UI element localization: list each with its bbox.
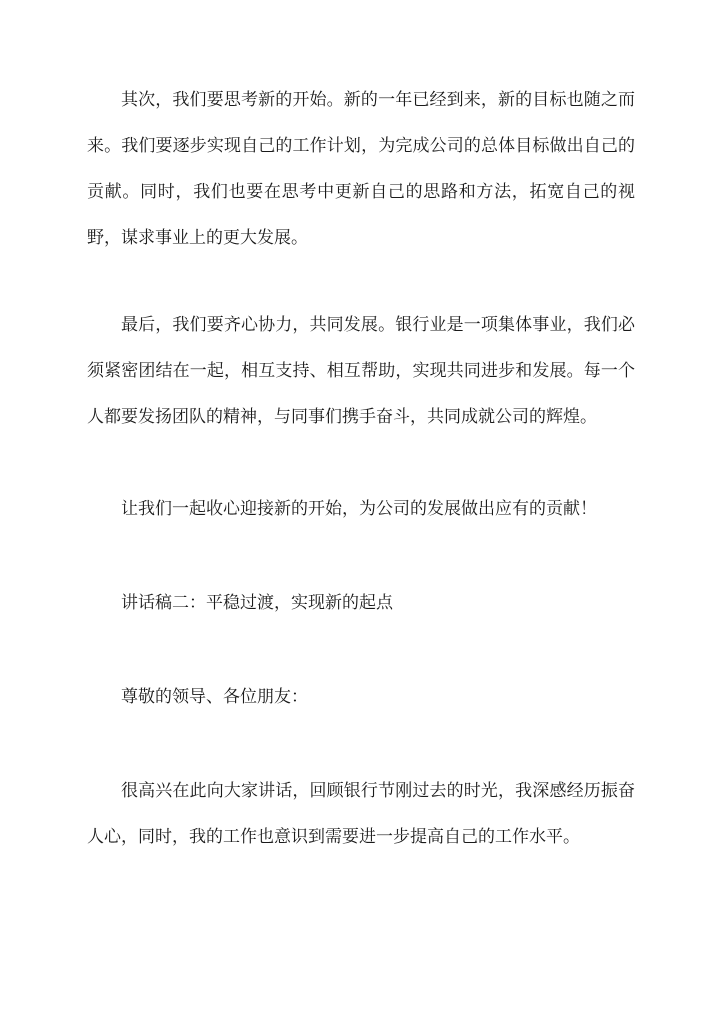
salutation: 尊敬的领导、各位朋友： [121, 687, 308, 707]
paragraph-closing-call: 让我们一起收心迎接新的开始，为公司的发展做出应有的贡献！ [121, 499, 597, 519]
paragraph-next-thinking: 其次，我们要思考新的开始。新的一年已经到来，新的目标也随之而来。我们要逐步实现自己的工作计划，为完成公司的总体目标做出自己的贡献。同时，我们也要在思考中更新自己的思路和方法，拓宽自己的视野，谋求事业上的更大发展。 [87, 90, 635, 248]
paragraph-opening-remarks: 很高兴在此向大家讲话，回顾银行节刚过去的时光，我深感经历振奋人心，同时，我的工作也意识到需要进一步提高自己的工作水平。 [87, 781, 635, 847]
paragraph-finally-unity: 最后，我们要齐心协力，共同发展。银行业是一项集体事业，我们必须紧密团结在一起，相互支持、相互帮助，实现共同进步和发展。每一个人都要发扬团队的精神，与同事们携手奋斗，共同成就公司的辉煌。 [87, 315, 635, 427]
speech-two-heading: 讲话稿二：平稳过渡，实现新的起点 [121, 593, 393, 613]
